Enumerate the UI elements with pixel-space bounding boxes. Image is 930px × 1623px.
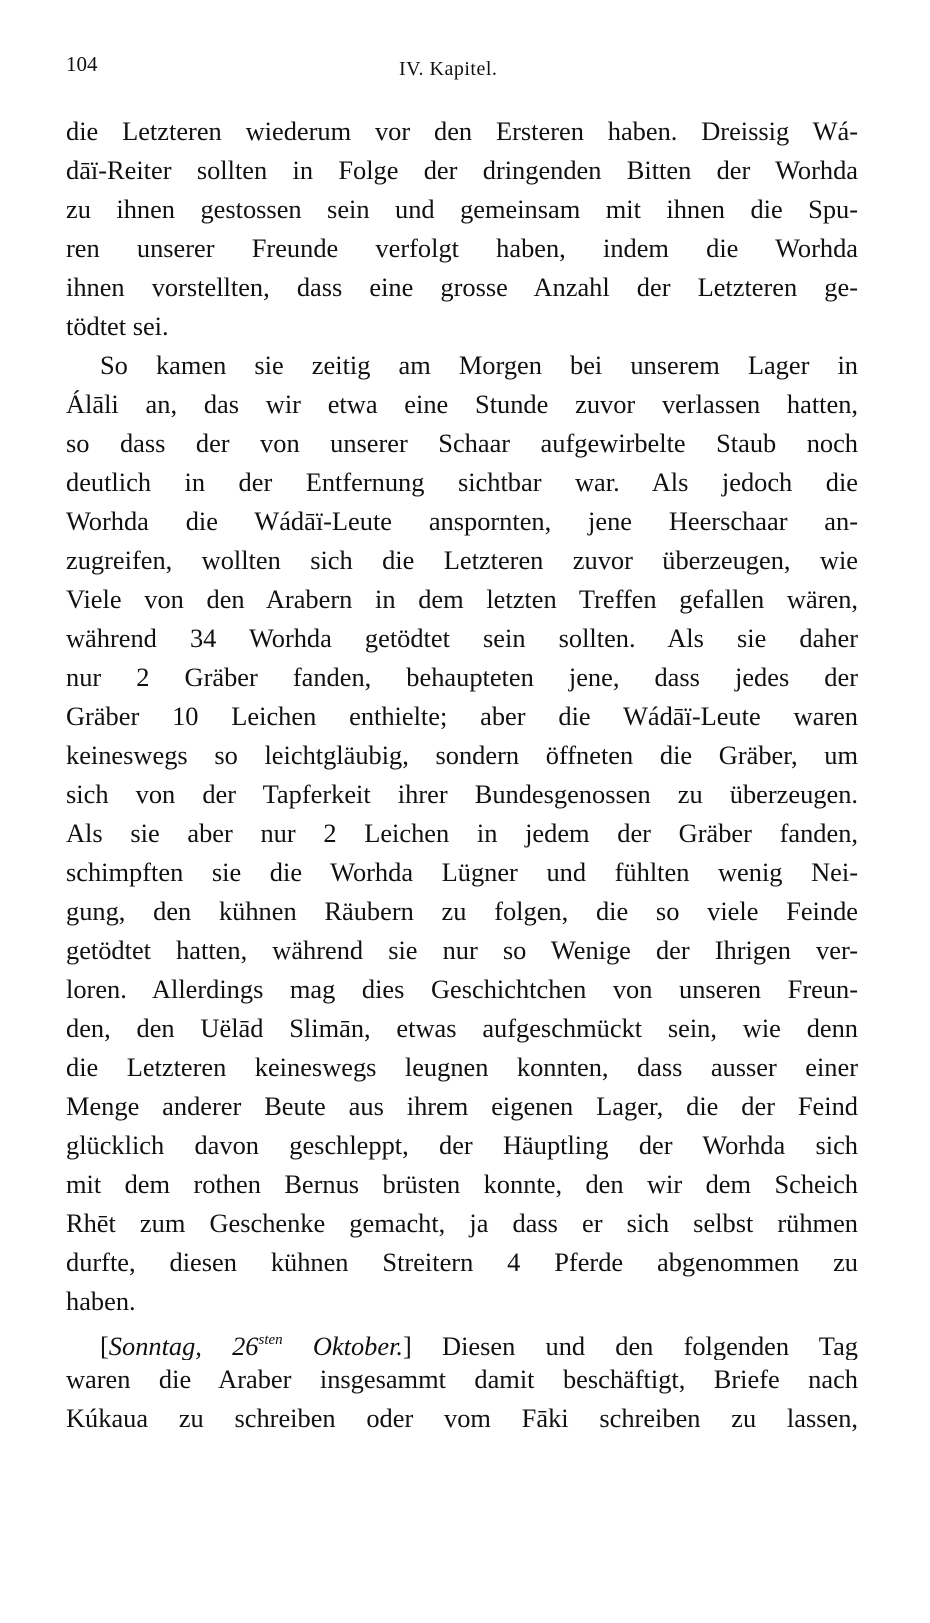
- text-line: waren die Araber insgesammt damit beschäftigt, Briefe nach: [66, 1364, 858, 1394]
- text-line: Gräber 10 Leichen enthielte; aber die Wádāï-Leute waren: [66, 701, 858, 731]
- paragraph: [66, 346, 858, 1321]
- date-line: [66, 1321, 858, 1360]
- text-line: So kamen sie zeitig am Morgen bei unserem Lager in: [100, 350, 858, 380]
- text-line: deutlich in der Entfernung sichtbar war. Als jedoch die: [66, 467, 858, 497]
- text-line: Rhēt zum Geschenke gemacht, ja dass er sich selbst rühmen: [66, 1208, 858, 1238]
- text-line: den, den Uëlād Slimān, etwas aufgeschmückt sein, wie denn: [66, 1013, 858, 1043]
- text-line: glücklich davon geschleppt, der Häuptling der Worhda sich: [66, 1130, 858, 1160]
- text-line: ren unserer Freunde verfolgt haben, indem die Worhda: [66, 233, 858, 263]
- text-line: zugreifen, wollten sich die Letzteren zuvor überzeugen, wie: [66, 545, 858, 575]
- text-line: mit dem rothen Bernus brüsten konnte, den wir dem Scheich: [66, 1169, 858, 1199]
- bracket-open: [: [100, 1331, 109, 1360]
- text-line: tödtet sei.: [66, 311, 169, 341]
- paragraph: [66, 112, 858, 346]
- text-line: durfte, diesen kühnen Streitern 4 Pferde abgenommen zu: [66, 1247, 858, 1277]
- text-line: dāï-Reiter sollten in Folge der dringenden Bitten der Worhda: [66, 155, 858, 185]
- text-line: so dass der von unserer Schaar aufgewirbelte Staub noch: [66, 428, 858, 458]
- text-line: gung, den kühnen Räubern zu folgen, die so viele Feinde: [66, 896, 858, 926]
- text-line: Menge anderer Beute aus ihrem eigenen Lager, die der Feind: [66, 1091, 858, 1121]
- text-line: die Letzteren wiederum vor den Ersteren haben. Dreissig Wá-: [66, 116, 858, 146]
- text-line: Kúkaua zu schreiben oder vom Fāki schreiben zu lassen,: [66, 1403, 858, 1433]
- text-line: Worhda die Wádāï-Leute anspornten, jene Heerschaar an-: [66, 506, 858, 536]
- text-line: zu ihnen gestossen sein und gemeinsam mit ihnen die Spu-: [66, 194, 858, 224]
- text-line: getödtet hatten, während sie nur so Wenige der Ihrigen ver-: [66, 935, 858, 965]
- text-line: schimpften sie die Worhda Lügner und fühlten wenig Nei-: [66, 857, 858, 887]
- date-day: Sonntag,: [108, 1331, 202, 1360]
- chapter-title: IV. Kapitel.: [399, 58, 498, 80]
- text-line: haben.: [66, 1286, 136, 1316]
- date-number: 26: [232, 1331, 259, 1360]
- text-line: sich von der Tapferkeit ihrer Bundesgenossen zu überzeugen.: [66, 779, 858, 809]
- text-line: Viele von den Arabern in dem letzten Treffen gefallen wären,: [66, 584, 858, 614]
- date-month: Oktober.: [312, 1331, 404, 1360]
- body-text: [66, 112, 858, 1438]
- text-line: Álāli an, das wir etwa eine Stunde zuvor verlassen hatten,: [66, 389, 858, 419]
- text-line: loren. Allerdings mag dies Geschichtchen von unseren Freun-: [66, 974, 858, 1004]
- text-line: Als sie aber nur 2 Leichen in jedem der Gräber fanden,: [66, 818, 858, 848]
- text-line: nur 2 Gräber fanden, behaupteten jene, dass jedes der: [66, 662, 858, 692]
- text-line: ihnen vorstellten, dass eine grosse Anzahl der Letzteren ge-: [66, 272, 858, 302]
- text-line: keineswegs so leichtgläubig, sondern öffneten die Gräber, um: [66, 740, 858, 770]
- page-number: 104: [66, 52, 98, 76]
- paragraph: [66, 1321, 858, 1438]
- running-header: [66, 52, 856, 92]
- text-line: die Letzteren keineswegs leugnen konnten, dass ausser einer: [66, 1052, 858, 1082]
- text-line: während 34 Worhda getödtet sein sollten. Als sie daher: [66, 623, 858, 653]
- date-line-rest: Diesen und den folgenden Tag: [442, 1331, 858, 1360]
- date-ordinal: sten: [258, 1332, 283, 1348]
- bracket-close: ]: [403, 1331, 412, 1360]
